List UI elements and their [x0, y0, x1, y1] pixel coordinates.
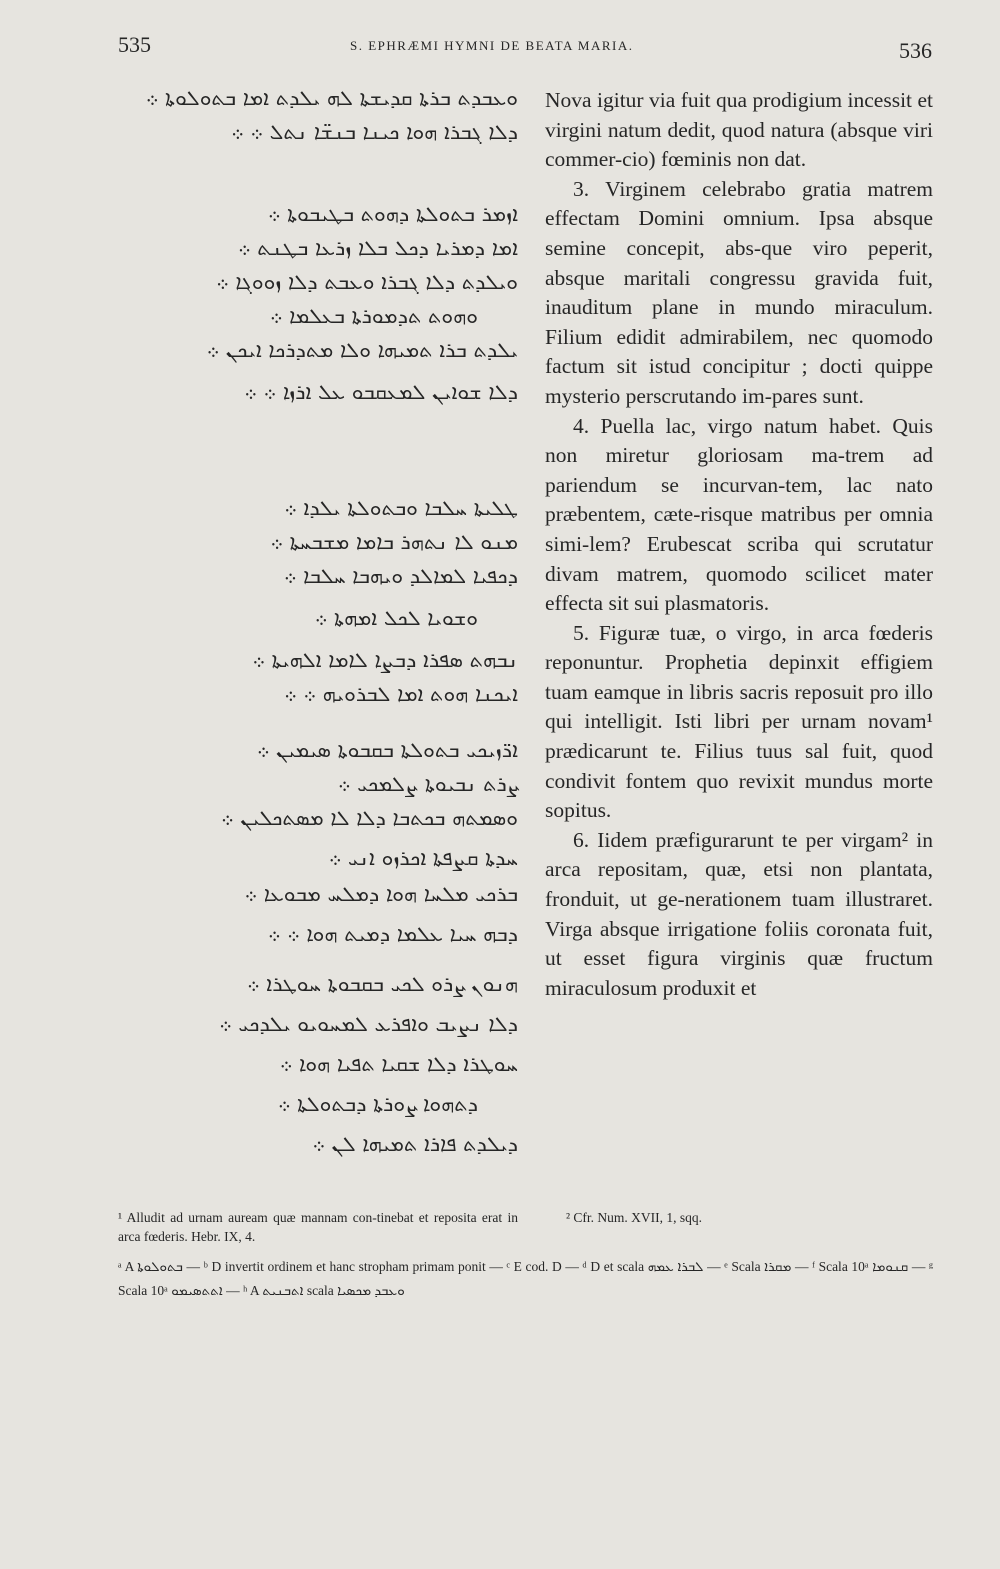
syriac-line: ܕܒܗ ܚܝܐ ܥܠܡܐ ܕܡܝܬ ܗܘܐ ܀ ܀: [267, 922, 518, 946]
syriac-line: ܚܘܛܪܐ ܕܠܐ ܫܩܝܐ ܬܦܝܐ ܗܘܐ ܀: [279, 1052, 518, 1076]
syriac-line: ܢܒܗܬ ܣܦܪܐ ܕܒܨܐ ܠܐܡܐ ܐܠܗܝܬܐ ܀: [252, 648, 518, 672]
syriac-line: ܛܠܝܬܐ ܚܠܒܐ ܘܒܬܘܠܬܐ ܝܠܕܐ ܀: [284, 496, 518, 520]
syriac-line: ܐܡܐ ܕܡܪܝܐ ܕܟܠ ܒܠܐ ܙܪܥܐ ܒܛܢܬ ܀: [238, 236, 518, 260]
syriac-line: ܕܠܐ ܫܘܐܝܢ ܠܡܥܩܒܘ ܥܠ ܐܪܙܐ ܀ ܀: [244, 380, 518, 404]
syriac-line: ܝܠܕܬ ܒܪܐ ܬܡܝܗܐ ܘܠܐ ܡܬܕܪܟܐ ܐܝܟܢ ܀: [206, 338, 518, 362]
footnote-1: ¹ Alludit ad urnam auream quæ mannam con-tinebat et reposita erat in arca fœderis. Hebr. IX, 4.: [118, 1210, 518, 1244]
syriac-line: ܗܢܘܢ ܨܪܘ ܠܟܝ ܒܩܒܘܬܐ ܚܘܛܪܐ ܀: [247, 972, 518, 996]
syriac-line: ܒܪܟܝ ܡܠܚܐ ܗܘܐ ܕܡܠܚ ܡܒܘܥܐ ܀: [244, 882, 518, 906]
left-page-number: 535: [118, 32, 151, 57]
critical-apparatus: ᵃ A ܒܬܘܠܘܬܐ — ᵇ D invertit ordinem et hanc stropham primam ponit — ᶜ E cod. D — ᵈ D et scala ܠܒܪܐ ܥܡܗ — ᵉ Scala ܡܩܪܐ — ᶠ Scala 10ᵃ ܩܢܘܡܐ — ᵍ Scala 10ᵃ ܐܬܬܣܝܡܘ — ʰ A ܐܬܒܢܝܬ scala ܘܥܒܕ ܡܟܣܝܐ: [118, 1259, 934, 1298]
syriac-line: ܕܠܐ ܓܒܪܐ ܗܘܐ ܟܝܢܐ ܒܢܫ̈ܐ ܢܬܠ ܀ ܀: [231, 120, 518, 144]
syriac-line: ܨܪܬ ܢܒܝܘܬܐ ܨܠܡܟܝ ܀: [337, 772, 518, 796]
syriac-line: ܚܕܬܐ ܩܨܦܬܐ ܐܟܪܙܘ ܐܢܝ ܀: [328, 846, 518, 870]
latin-translation-column: [545, 86, 933, 1003]
latin-paragraph-6: 6. Iidem præfigurarunt te per virgam² in arca repositam, quæ, etsi non plantata, fronduit, ut ge-nerationem tuam illustraret. Virga absque irrigatione foliis coronata fuit, ut esset figura virginis quæ fructum miraculosum produxit et: [545, 827, 933, 1000]
syriac-line: ܕܬܗܘܐ ܨܘܪܬܐ ܕܒܬܘܠܬܐ ܀: [277, 1092, 478, 1116]
running-title: S. EPHRÆMI HYMNI DE BEATA MARIA.: [350, 38, 634, 53]
syriac-line: ܘܝܠܕܬ ܕܠܐ ܓܒܪܐ ܘܥܒܬ ܕܠܐ ܙܘܘܓܐ ܀: [216, 270, 518, 294]
syriac-line: ܡܢܘ ܠܐ ܢܬܗܪ ܒܐܡܐ ܡܫܒܚܬܐ ܀: [270, 530, 518, 554]
syriac-line: ܐܪ̈ܙܝܟܝ ܒܬܘܠܬܐ ܒܩܒܘܬܐ ܣܝܡܝܢ ܀: [256, 738, 518, 762]
latin-paragraph-4: 4. Puella lac, virgo natum habet. Quis non miretur gloriosam ma-trem ad pariendum se incurvan-tem, lac nato præbentem, cæte-risque matribus per omnia simi-lem? Erubescat scriba qui scrutatur divam matrem, quomodo scilicet mater effecta sit sui plasmatoris.: [545, 413, 933, 616]
latin-paragraph-5: 5. Figuræ tuæ, o virgo, in arca fœderis reponuntur. Prophetia depinxit effigiem tuam eamque in libris sacris reposuit pro illo qui intelligit. Isti libri per urnam novam¹ prædicarunt te. Filius tuus sal fuit, quod condivit fontem quo revixit mundus morte sopitus.: [545, 620, 933, 823]
syriac-line: ܘܫܘܝܐ ܠܟܠ ܐܡܗܬܐ ܀: [314, 606, 478, 630]
syriac-line: ܕܟܦܝܐ ܠܡܐܠܕ ܘܝܗܒܐ ܚܠܒܐ ܀: [283, 564, 518, 588]
syriac-line: ܘܥܒܕܬ ܒܪܬܐ ܩܕܝܫܬܐ ܠܗ ܝܠܕܬ ܐܡܐ ܒܬܘܠܘܬܐ ܀: [145, 86, 518, 110]
syriac-line: ܘܣܡܬܗ ܒܟܬܒܐ ܕܠܐ ܠܐ ܡܣܬܟܠܝܢ ܀: [221, 806, 518, 830]
latin-paragraph-3: 3. Virginem celebrabo gratia matrem effectam Domini omnium. Ipsa absque semine concepit, abs-que viro peperit, absque maritali congressu gravida fuit, inauditum plane in mundo miraculum. Filium edidit admirabilem, nec quomodo factum sit istud concipitur ; docti quippe mysterio perscrutando im-pares sunt.: [545, 176, 933, 408]
right-page-number: 536: [899, 38, 932, 63]
syriac-line: ܐܝܟܢܐ ܗܘܬ ܐܡܐ ܠܒܪܘܝܗ ܀ ܀: [284, 682, 518, 706]
syriac-line: ܕܠܐ ܢܨܝܒ ܘܐܦܪܥ ܠܡܚܘܝܘ ܝܠܕܟܝ ܀: [219, 1012, 518, 1036]
footnote-2: ² Cfr. Num. XVII, 1, sqq.: [566, 1210, 703, 1225]
latin-paragraph-intro: Nova igitur via fuit qua prodigium incessit et virgini natum dedit, quod natura (absque viri commer-cio) fœminis non dat.: [545, 88, 933, 172]
syriac-line: ܕܝܠܕܬ ܦܐܪܐ ܬܡܝܗܐ ܠܢ ܀: [312, 1132, 518, 1156]
syriac-line: ܘܗܘܬ ܬܕܡܘܪܬܐ ܒܥܠܡܐ ܀: [269, 304, 478, 328]
syriac-line: ܐܙܡܪ ܒܬܘܠܬܐ ܕܗܘܬ ܒܛܝܒܘܬܐ ܀: [267, 202, 518, 226]
